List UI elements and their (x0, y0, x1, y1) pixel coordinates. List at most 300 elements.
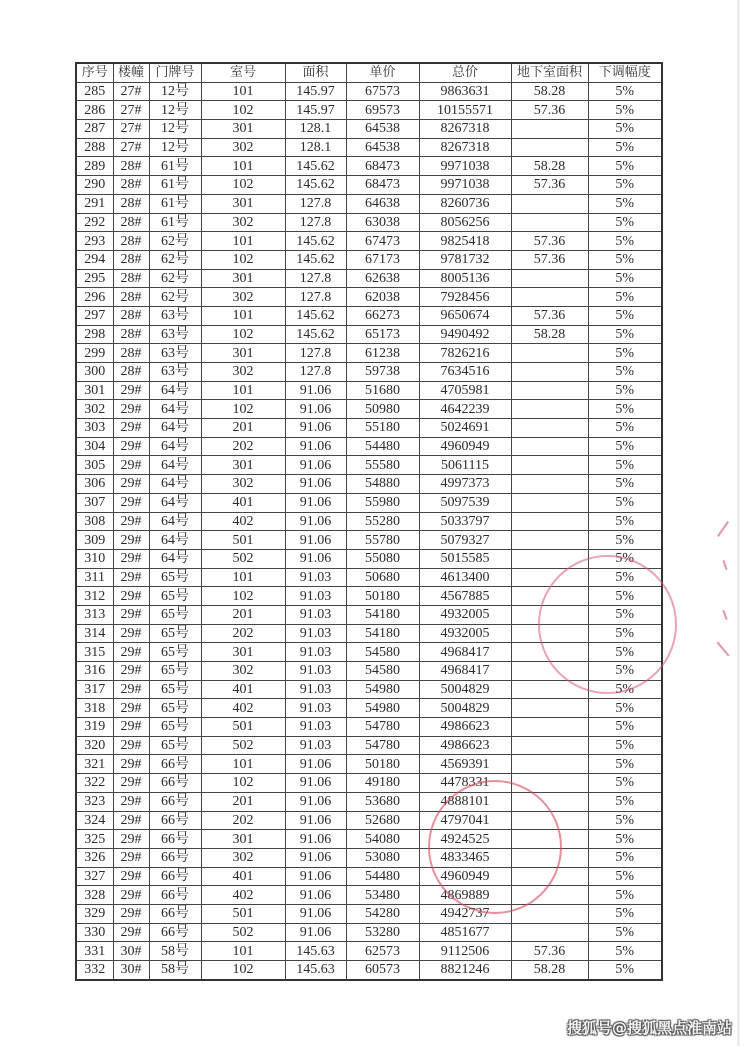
cell-room: 501 (201, 531, 285, 550)
table-row (76, 419, 662, 438)
cell-room: 202 (201, 437, 285, 456)
cell-index: 315 (76, 643, 113, 662)
cell-basement-area (511, 194, 588, 213)
cell-room: 402 (201, 886, 285, 905)
cell-building: 28# (113, 288, 149, 307)
table-row (76, 923, 662, 942)
cell-room: 502 (201, 549, 285, 568)
column-header: 总价 (419, 63, 511, 82)
cell-unit-price: 54880 (346, 475, 419, 494)
cell-unit-price: 65173 (346, 325, 419, 344)
cell-unit-price: 55180 (346, 419, 419, 438)
cell-building: 29# (113, 587, 149, 606)
cell-discount: 5% (588, 475, 662, 494)
table-row (76, 662, 662, 681)
cell-basement-area: 58.28 (511, 157, 588, 176)
cell-unit-price: 54180 (346, 624, 419, 643)
cell-discount: 5% (588, 811, 662, 830)
cell-index: 300 (76, 363, 113, 382)
cell-door-number: 61号 (149, 194, 201, 213)
cell-discount: 5% (588, 400, 662, 419)
cell-room: 102 (201, 587, 285, 606)
cell-total-price: 8267318 (419, 138, 511, 157)
cell-basement-area: 57.36 (511, 942, 588, 961)
cell-discount: 5% (588, 736, 662, 755)
column-header: 室号 (201, 63, 285, 82)
cell-discount: 5% (588, 437, 662, 456)
edge-stamp-mark (722, 560, 727, 570)
cell-total-price: 5024691 (419, 419, 511, 438)
cell-building: 28# (113, 194, 149, 213)
cell-room: 301 (201, 830, 285, 849)
cell-unit-price: 62038 (346, 288, 419, 307)
cell-discount: 5% (588, 120, 662, 139)
cell-area: 91.03 (285, 699, 346, 718)
cell-index: 303 (76, 419, 113, 438)
cell-area: 91.03 (285, 662, 346, 681)
cell-total-price: 7634516 (419, 363, 511, 382)
cell-total-price: 4960949 (419, 437, 511, 456)
cell-door-number: 63号 (149, 363, 201, 382)
cell-basement-area (511, 437, 588, 456)
cell-building: 30# (113, 942, 149, 961)
cell-area: 91.03 (285, 718, 346, 737)
table-row (76, 101, 662, 120)
cell-total-price: 4705981 (419, 381, 511, 400)
cell-unit-price: 67573 (346, 82, 419, 101)
cell-building: 28# (113, 213, 149, 232)
cell-unit-price: 54480 (346, 867, 419, 886)
cell-index: 324 (76, 811, 113, 830)
cell-discount: 5% (588, 269, 662, 288)
cell-door-number: 61号 (149, 157, 201, 176)
edge-stamp-mark (716, 641, 729, 656)
cell-basement-area (511, 363, 588, 382)
table-row (76, 475, 662, 494)
cell-room: 501 (201, 904, 285, 923)
cell-basement-area (511, 531, 588, 550)
cell-total-price: 4997373 (419, 475, 511, 494)
cell-room: 102 (201, 961, 285, 980)
cell-total-price: 4968417 (419, 662, 511, 681)
cell-building: 29# (113, 774, 149, 793)
cell-area: 145.62 (285, 176, 346, 195)
cell-unit-price: 49180 (346, 774, 419, 793)
cell-unit-price: 68473 (346, 157, 419, 176)
cell-index: 327 (76, 867, 113, 886)
cell-building: 28# (113, 325, 149, 344)
cell-door-number: 66号 (149, 830, 201, 849)
edge-stamp-mark (717, 521, 729, 537)
cell-area: 91.06 (285, 867, 346, 886)
cell-area: 91.03 (285, 680, 346, 699)
table-row (76, 512, 662, 531)
cell-area: 91.06 (285, 830, 346, 849)
table-row (76, 848, 662, 867)
cell-discount: 5% (588, 680, 662, 699)
cell-discount: 5% (588, 755, 662, 774)
cell-building: 29# (113, 568, 149, 587)
column-header: 序号 (76, 63, 113, 82)
cell-area: 145.62 (285, 157, 346, 176)
cell-area: 127.8 (285, 344, 346, 363)
cell-basement-area (511, 120, 588, 139)
cell-room: 202 (201, 624, 285, 643)
cell-door-number: 62号 (149, 288, 201, 307)
cell-building: 29# (113, 512, 149, 531)
cell-door-number: 64号 (149, 456, 201, 475)
cell-room: 302 (201, 138, 285, 157)
cell-index: 292 (76, 213, 113, 232)
cell-door-number: 65号 (149, 568, 201, 587)
cell-index: 306 (76, 475, 113, 494)
cell-basement-area (511, 568, 588, 587)
cell-room: 301 (201, 456, 285, 475)
cell-unit-price: 61238 (346, 344, 419, 363)
cell-building: 29# (113, 755, 149, 774)
cell-basement-area (511, 549, 588, 568)
cell-building: 27# (113, 138, 149, 157)
cell-index: 297 (76, 306, 113, 325)
cell-index: 328 (76, 886, 113, 905)
cell-unit-price: 54780 (346, 736, 419, 755)
cell-unit-price: 52680 (346, 811, 419, 830)
cell-discount: 5% (588, 306, 662, 325)
cell-area: 91.06 (285, 456, 346, 475)
column-header: 地下室面积 (511, 63, 588, 82)
cell-building: 29# (113, 680, 149, 699)
cell-total-price: 7826216 (419, 344, 511, 363)
cell-discount: 5% (588, 213, 662, 232)
cell-unit-price: 54080 (346, 830, 419, 849)
cell-room: 101 (201, 306, 285, 325)
cell-area: 91.03 (285, 643, 346, 662)
cell-index: 286 (76, 101, 113, 120)
cell-index: 316 (76, 662, 113, 681)
cell-area: 91.06 (285, 381, 346, 400)
cell-building: 28# (113, 363, 149, 382)
cell-index: 319 (76, 718, 113, 737)
cell-room: 102 (201, 101, 285, 120)
cell-room: 102 (201, 176, 285, 195)
table-row (76, 587, 662, 606)
cell-total-price: 4797041 (419, 811, 511, 830)
cell-building: 29# (113, 662, 149, 681)
table-row (76, 325, 662, 344)
cell-index: 329 (76, 904, 113, 923)
price-table (75, 62, 663, 981)
cell-unit-price: 50980 (346, 400, 419, 419)
cell-discount: 5% (588, 774, 662, 793)
cell-total-price: 4986623 (419, 718, 511, 737)
cell-discount: 5% (588, 157, 662, 176)
cell-room: 401 (201, 493, 285, 512)
table-row (76, 288, 662, 307)
cell-discount: 5% (588, 232, 662, 251)
table-row (76, 699, 662, 718)
cell-door-number: 65号 (149, 718, 201, 737)
cell-index: 314 (76, 624, 113, 643)
cell-area: 145.62 (285, 306, 346, 325)
table-row (76, 493, 662, 512)
cell-basement-area (511, 475, 588, 494)
cell-basement-area (511, 344, 588, 363)
table-row (76, 811, 662, 830)
cell-area: 91.03 (285, 605, 346, 624)
cell-unit-price: 69573 (346, 101, 419, 120)
cell-door-number: 64号 (149, 493, 201, 512)
cell-room: 101 (201, 755, 285, 774)
cell-building: 29# (113, 811, 149, 830)
header-row (76, 63, 662, 82)
cell-door-number: 12号 (149, 120, 201, 139)
cell-basement-area (511, 811, 588, 830)
cell-discount: 5% (588, 699, 662, 718)
cell-door-number: 65号 (149, 605, 201, 624)
cell-discount: 5% (588, 493, 662, 512)
cell-index: 322 (76, 774, 113, 793)
cell-building: 29# (113, 792, 149, 811)
cell-discount: 5% (588, 568, 662, 587)
column-header: 楼幢 (113, 63, 149, 82)
cell-total-price: 9112506 (419, 942, 511, 961)
cell-index: 285 (76, 82, 113, 101)
cell-area: 91.06 (285, 531, 346, 550)
cell-building: 29# (113, 624, 149, 643)
cell-building: 29# (113, 904, 149, 923)
cell-basement-area (511, 269, 588, 288)
cell-index: 290 (76, 176, 113, 195)
cell-door-number: 64号 (149, 512, 201, 531)
cell-basement-area: 57.36 (511, 101, 588, 120)
cell-total-price: 4567885 (419, 587, 511, 606)
cell-room: 401 (201, 867, 285, 886)
cell-door-number: 63号 (149, 325, 201, 344)
cell-door-number: 64号 (149, 400, 201, 419)
cell-discount: 5% (588, 904, 662, 923)
cell-basement-area (511, 624, 588, 643)
cell-unit-price: 54480 (346, 437, 419, 456)
cell-room: 301 (201, 344, 285, 363)
table-row (76, 942, 662, 961)
cell-building: 29# (113, 475, 149, 494)
cell-area: 91.06 (285, 419, 346, 438)
cell-total-price: 4888101 (419, 792, 511, 811)
cell-discount: 5% (588, 194, 662, 213)
cell-area: 145.62 (285, 325, 346, 344)
cell-basement-area (511, 736, 588, 755)
cell-area: 91.06 (285, 437, 346, 456)
cell-door-number: 65号 (149, 624, 201, 643)
watermark: 搜狐号@搜狐黑点淮南站 (566, 1019, 732, 1037)
cell-unit-price: 55580 (346, 456, 419, 475)
cell-total-price: 4613400 (419, 568, 511, 587)
table-row (76, 718, 662, 737)
cell-unit-price: 55280 (346, 512, 419, 531)
cell-unit-price: 67173 (346, 250, 419, 269)
column-header: 面积 (285, 63, 346, 82)
cell-discount: 5% (588, 942, 662, 961)
cell-discount: 5% (588, 325, 662, 344)
table-row (76, 344, 662, 363)
edge-stamp-mark (722, 610, 727, 620)
cell-building: 28# (113, 157, 149, 176)
cell-index: 289 (76, 157, 113, 176)
cell-area: 127.8 (285, 269, 346, 288)
table-row (76, 250, 662, 269)
cell-total-price: 4932005 (419, 624, 511, 643)
cell-area: 91.06 (285, 475, 346, 494)
cell-door-number: 64号 (149, 419, 201, 438)
cell-index: 287 (76, 120, 113, 139)
cell-area: 127.8 (285, 288, 346, 307)
cell-area: 91.06 (285, 904, 346, 923)
cell-total-price: 4478331 (419, 774, 511, 793)
column-header: 单价 (346, 63, 419, 82)
cell-basement-area: 57.36 (511, 232, 588, 251)
cell-room: 401 (201, 680, 285, 699)
cell-discount: 5% (588, 587, 662, 606)
cell-room: 302 (201, 288, 285, 307)
table-row (76, 736, 662, 755)
cell-discount: 5% (588, 250, 662, 269)
cell-discount: 5% (588, 419, 662, 438)
cell-area: 127.8 (285, 213, 346, 232)
cell-building: 27# (113, 120, 149, 139)
table-row (76, 774, 662, 793)
cell-index: 298 (76, 325, 113, 344)
cell-room: 101 (201, 381, 285, 400)
cell-unit-price: 64538 (346, 138, 419, 157)
cell-room: 301 (201, 643, 285, 662)
cell-discount: 5% (588, 531, 662, 550)
cell-basement-area (511, 867, 588, 886)
cell-index: 320 (76, 736, 113, 755)
cell-area: 91.06 (285, 886, 346, 905)
cell-discount: 5% (588, 662, 662, 681)
cell-discount: 5% (588, 138, 662, 157)
cell-discount: 5% (588, 961, 662, 980)
cell-index: 299 (76, 344, 113, 363)
cell-room: 101 (201, 232, 285, 251)
cell-total-price: 4833465 (419, 848, 511, 867)
cell-basement-area: 57.36 (511, 176, 588, 195)
table-row (76, 306, 662, 325)
cell-basement-area (511, 680, 588, 699)
cell-room: 302 (201, 848, 285, 867)
cell-discount: 5% (588, 344, 662, 363)
cell-basement-area (511, 792, 588, 811)
cell-basement-area: 58.28 (511, 82, 588, 101)
cell-basement-area (511, 886, 588, 905)
cell-index: 310 (76, 549, 113, 568)
cell-discount: 5% (588, 867, 662, 886)
cell-total-price: 5004829 (419, 680, 511, 699)
table-row (76, 176, 662, 195)
cell-total-price: 5015585 (419, 549, 511, 568)
cell-discount: 5% (588, 288, 662, 307)
cell-index: 296 (76, 288, 113, 307)
cell-discount: 5% (588, 718, 662, 737)
cell-room: 302 (201, 213, 285, 232)
table-row (76, 456, 662, 475)
cell-room: 102 (201, 250, 285, 269)
cell-index: 330 (76, 923, 113, 942)
cell-basement-area (511, 381, 588, 400)
cell-unit-price: 59738 (346, 363, 419, 382)
cell-door-number: 65号 (149, 662, 201, 681)
cell-area: 91.06 (285, 774, 346, 793)
cell-index: 321 (76, 755, 113, 774)
table-row (76, 269, 662, 288)
cell-area: 128.1 (285, 138, 346, 157)
cell-basement-area (511, 699, 588, 718)
cell-basement-area (511, 493, 588, 512)
cell-building: 28# (113, 306, 149, 325)
cell-index: 305 (76, 456, 113, 475)
cell-total-price: 4986623 (419, 736, 511, 755)
cell-room: 101 (201, 942, 285, 961)
cell-total-price: 8267318 (419, 120, 511, 139)
cell-unit-price: 64638 (346, 194, 419, 213)
cell-room: 102 (201, 325, 285, 344)
cell-door-number: 58号 (149, 961, 201, 980)
cell-index: 332 (76, 961, 113, 980)
table-row (76, 867, 662, 886)
cell-room: 402 (201, 699, 285, 718)
cell-building: 28# (113, 269, 149, 288)
table-row (76, 643, 662, 662)
cell-basement-area: 58.28 (511, 325, 588, 344)
cell-building: 29# (113, 437, 149, 456)
cell-building: 29# (113, 886, 149, 905)
cell-building: 29# (113, 400, 149, 419)
table-row (76, 680, 662, 699)
cell-area: 145.97 (285, 82, 346, 101)
cell-door-number: 65号 (149, 643, 201, 662)
cell-door-number: 61号 (149, 176, 201, 195)
cell-building: 28# (113, 232, 149, 251)
cell-door-number: 65号 (149, 699, 201, 718)
cell-area: 145.97 (285, 101, 346, 120)
cell-basement-area (511, 288, 588, 307)
cell-building: 29# (113, 605, 149, 624)
cell-basement-area: 57.36 (511, 250, 588, 269)
cell-door-number: 66号 (149, 811, 201, 830)
cell-door-number: 62号 (149, 269, 201, 288)
cell-building: 29# (113, 531, 149, 550)
cell-unit-price: 54180 (346, 605, 419, 624)
cell-room: 102 (201, 774, 285, 793)
table-row (76, 363, 662, 382)
table-row (76, 213, 662, 232)
cell-unit-price: 66273 (346, 306, 419, 325)
table-row (76, 886, 662, 905)
cell-area: 145.62 (285, 250, 346, 269)
table-row (76, 531, 662, 550)
table-row (76, 437, 662, 456)
cell-index: 313 (76, 605, 113, 624)
cell-building: 29# (113, 867, 149, 886)
cell-area: 91.06 (285, 400, 346, 419)
cell-door-number: 12号 (149, 82, 201, 101)
cell-door-number: 66号 (149, 792, 201, 811)
cell-discount: 5% (588, 923, 662, 942)
cell-building: 29# (113, 493, 149, 512)
cell-door-number: 65号 (149, 587, 201, 606)
cell-total-price: 5097539 (419, 493, 511, 512)
cell-unit-price: 50180 (346, 587, 419, 606)
